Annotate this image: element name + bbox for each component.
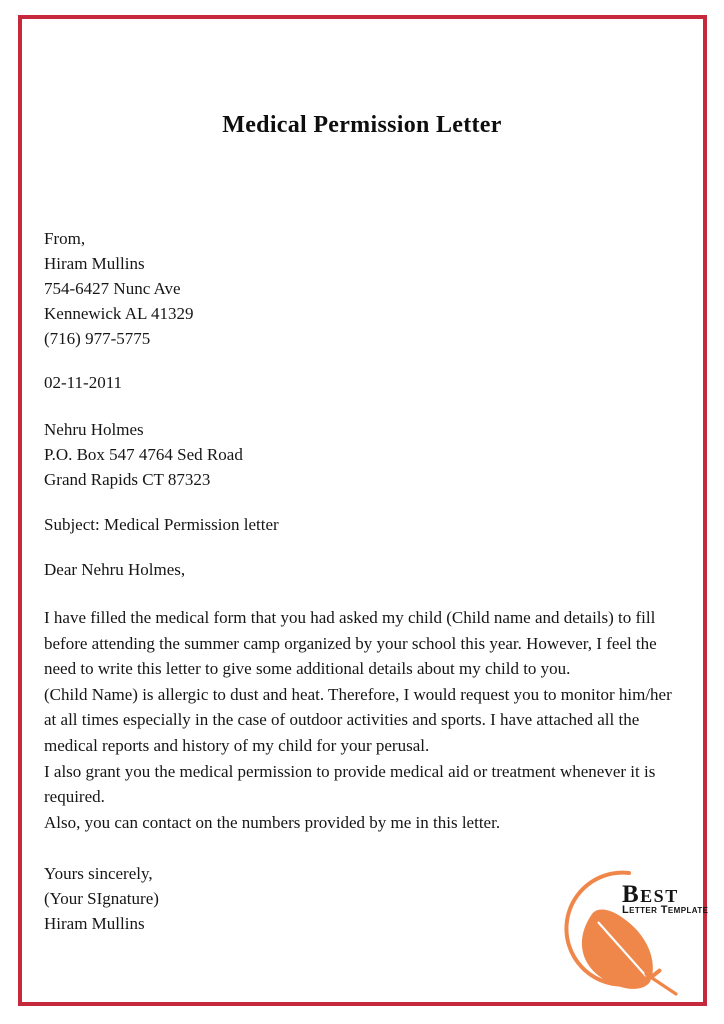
body-line: required.	[44, 787, 105, 807]
body-line: medical reports and history of my child for your perusal.	[44, 735, 430, 755]
from-label: From,	[44, 229, 86, 248]
letter-body	[44, 605, 672, 835]
sender-address-block	[44, 226, 194, 351]
sender-city: Kennewick AL 41329	[44, 304, 194, 323]
body-line: at all times especially in the case of outdoor activities and sports. I have attached all the	[44, 710, 640, 730]
recipient-address-block	[44, 417, 243, 492]
body-line: before attending the summer camp organized by your school this year. However, I feel the	[44, 633, 657, 653]
sender-street: 754-6427 Nunc Ave	[44, 279, 181, 298]
body-line: (Child Name) is allergic to dust and heat. Therefore, I would request you to monitor him/her	[44, 684, 672, 704]
brand-name: Best	[622, 881, 679, 908]
salutation: Dear Nehru Holmes,	[44, 560, 186, 579]
brand-tagline: Letter Template	[622, 904, 709, 916]
brand-logo	[552, 852, 724, 1012]
feather-quill	[646, 974, 676, 994]
signature-name: Hiram Mullins	[44, 914, 145, 933]
sender-name: Hiram Mullins	[44, 254, 145, 273]
subject-line: Subject: Medical Permission letter	[44, 515, 279, 534]
recipient-street: P.O. Box 547 4764 Sed Road	[44, 445, 243, 464]
feather-icon	[552, 852, 724, 1012]
closing-phrase: Yours sincerely,	[44, 864, 153, 883]
body-line: I have filled the medical form that you had asked my child (Child name and details) to fill	[44, 608, 656, 627]
body-line: need to write this letter to give some additional details about my child to you.	[44, 659, 571, 679]
closing-block	[44, 861, 159, 936]
letter-date: 02-11-2011	[44, 373, 123, 392]
recipient-name: Nehru Holmes	[44, 420, 144, 439]
body-line: Also, you can contact on the numbers provided by me in this letter.	[44, 812, 501, 832]
recipient-city: Grand Rapids CT 87323	[44, 470, 211, 489]
letter-title: Medical Permission Letter	[222, 112, 502, 138]
sender-phone: (716) 977-5775	[44, 329, 151, 348]
signature-placeholder: (Your SIgnature)	[44, 889, 159, 908]
body-line: I also grant you the medical permission to provide medical aid or treatment whenever it is	[44, 761, 656, 781]
